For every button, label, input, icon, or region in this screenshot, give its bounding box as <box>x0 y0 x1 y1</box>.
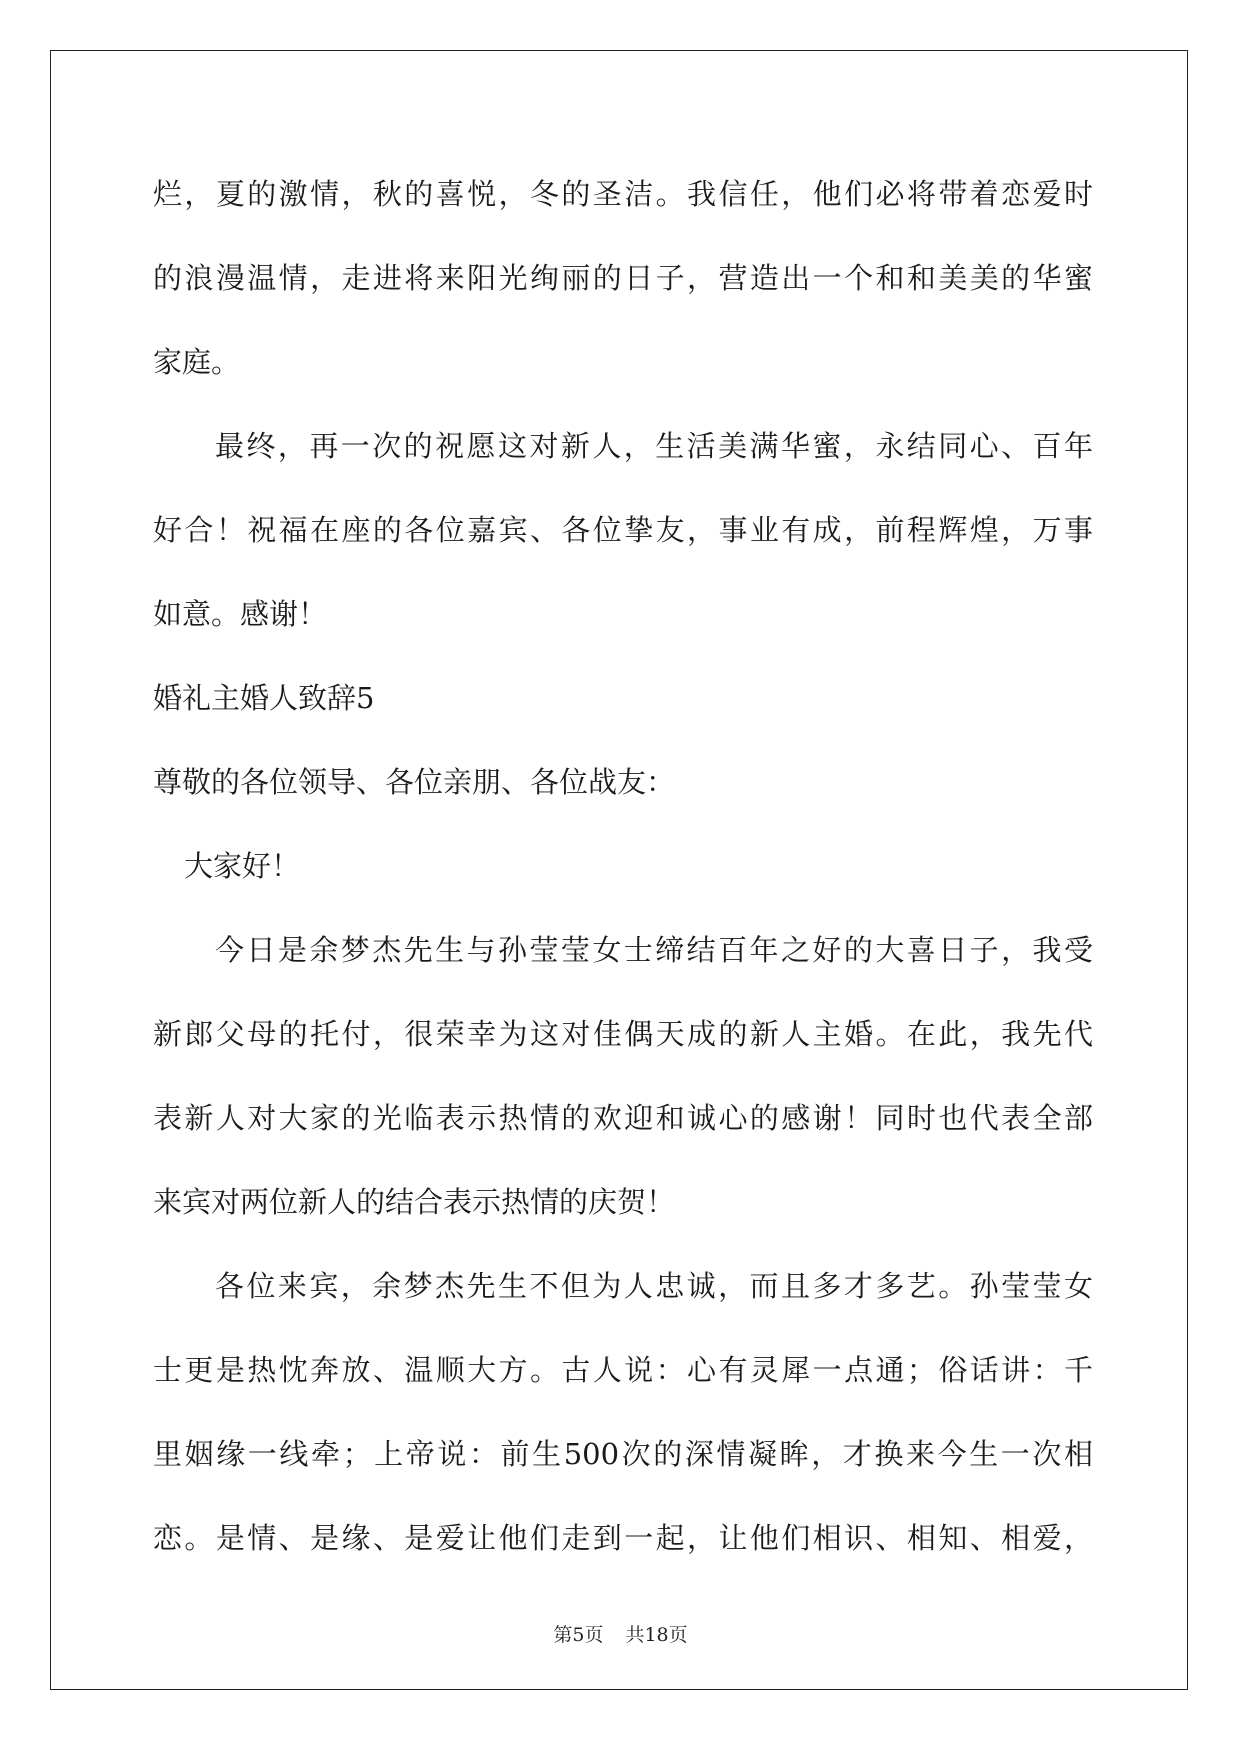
page-number: 第5页 <box>553 1624 604 1646</box>
text-line: 士更是热忱奔放、温顺大方。古人说：心有灵犀一点通；俗话讲：千 <box>153 1353 1093 1387</box>
text-line: 表新人对大家的光临表示热情的欢迎和诚心的感谢！同时也代表全部 <box>153 1101 1093 1135</box>
text-line: 好合！祝福在座的各位嘉宾、各位挚友，事业有成，前程辉煌，万事 <box>153 513 1093 547</box>
text-line: 家庭。 <box>153 345 241 379</box>
text-line: 的浪漫温情，走进将来阳光绚丽的日子，营造出一个和和美美的华蜜 <box>153 261 1093 295</box>
text-line: 最终，再一次的祝愿这对新人，生活美满华蜜，永结同心、百年 <box>215 429 1093 463</box>
text-line: 里姻缘一线牵；上帝说：前生500次的深情凝眸，才换来今生一次相 <box>153 1437 1093 1471</box>
text-line: 新郎父母的托付，很荣幸为这对佳偶天成的新人主婚。在此，我先代 <box>153 1017 1093 1051</box>
page-total: 共18页 <box>625 1624 688 1646</box>
salutation: 尊敬的各位领导、各位亲朋、各位战友： <box>153 765 676 799</box>
text-line: 今日是余梦杰先生与孙莹莹女士缔结百年之好的大喜日子，我受 <box>215 933 1093 967</box>
document-body <box>153 158 1093 1586</box>
page-footer <box>0 1620 1241 1647</box>
greeting: 大家好！ <box>184 849 301 883</box>
text-line: 来宾对两位新人的结合表示热情的庆贺！ <box>153 1185 676 1219</box>
text-line: 如意。感谢！ <box>153 597 328 631</box>
text-line: 各位来宾，余梦杰先生不但为人忠诚，而且多才多艺。孙莹莹女 <box>215 1269 1093 1303</box>
section-heading: 婚礼主婚人致辞5 <box>153 681 375 715</box>
text-line: 恋。是情、是缘、是爱让他们走到一起，让他们相识、相知、相爱， <box>153 1521 1093 1555</box>
text-line: 烂，夏的激情，秋的喜悦，冬的圣洁。我信任，他们必将带着恋爱时 <box>153 177 1093 211</box>
